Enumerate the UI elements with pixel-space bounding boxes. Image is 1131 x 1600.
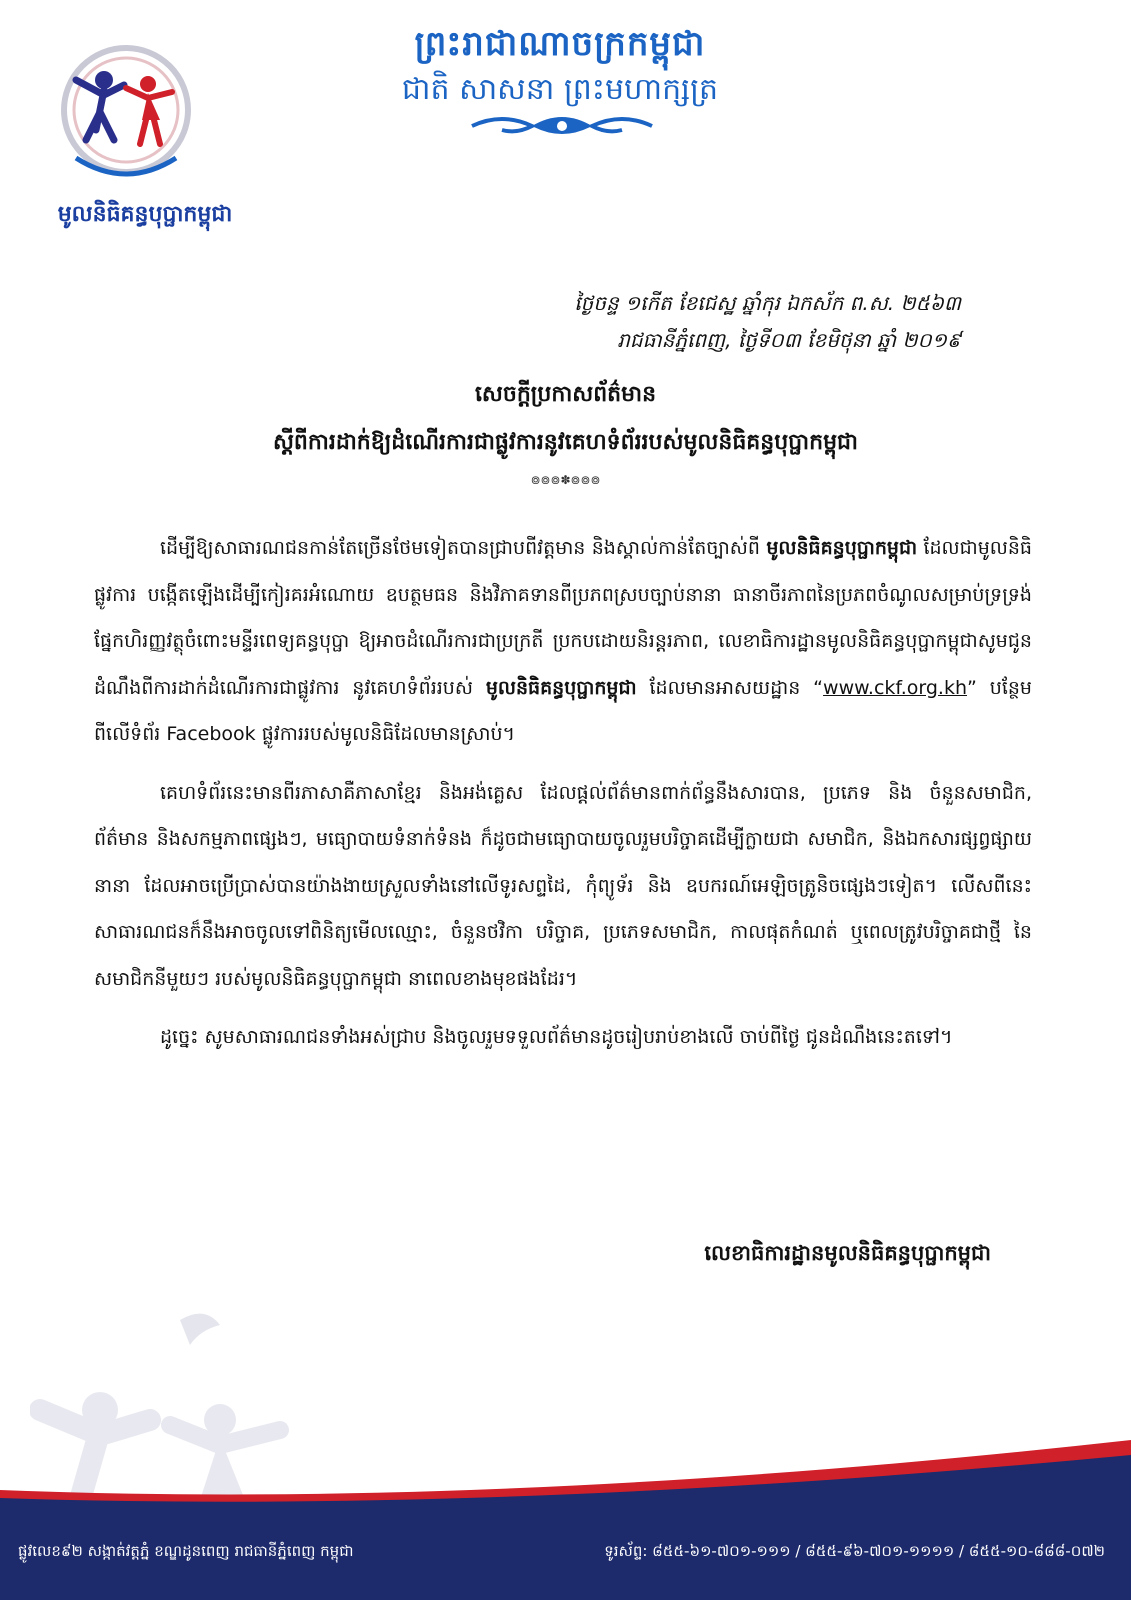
p1-text-a: ដើម្បីឱ្យសាធារណជនកាន់តែច្រើនថែមទៀតបានជ្រាបពីវត្តមាន និងស្គាល់កាន់តែច្បាស់ពី bbox=[160, 537, 767, 559]
kingdom-heading: ព្រះរាជាណាចក្រកម្ពុជា bbox=[414, 24, 706, 64]
p1-foundation-name: មូលនិធិគន្ធបុប្ផាកម្ពុជា bbox=[766, 537, 918, 559]
paragraph-3: ដូច្នេះ សូមសាធារណជនទាំងអស់ជ្រាប និងចូលរួមទទួលព័ត៌មានដូចរៀបរាប់ខាងលើ ចាប់ពីថ្ងៃ ជូនដំណឹងនេះតទៅ។ bbox=[160, 1026, 953, 1048]
website-link[interactable]: www.ckf.org.kh bbox=[823, 676, 967, 699]
announcement-title: សេចក្តីប្រកាសព័ត៌មាន bbox=[474, 382, 657, 407]
announcement-subject: ស្តីពីការដាក់ឱ្យដំណើរការជាផ្លូវការនូវគេហទំព័ររបស់មូលនិធិគន្ធបុប្ផាកម្ពុជា bbox=[272, 430, 859, 455]
footer-address: ផ្លូវលេខ៩២ សង្កាត់វត្តភ្នំ ខណ្ឌដូនពេញ រាជធានីភ្នំពេញ កម្ពុជា bbox=[18, 1542, 354, 1560]
foundation-logo bbox=[56, 40, 196, 190]
p1-foundation-name-2: មូលនិធិគន្ធបុប្ផាកម្ពុជា bbox=[485, 676, 637, 699]
lunar-date: ថ្ងៃចន្ទ ១កើត ខែជេស្ឋ ឆ្នាំកុរ ឯកស័ក ព.ស. ២៥៦៣ bbox=[574, 291, 961, 315]
national-motto: ជាតិ សាសនា ព្រះមហាក្សត្រ bbox=[401, 72, 719, 107]
p1-text-c: ដែលជាមូលនិធិផ្លូវការ បង្កើតឡើងដើម្បីកៀរគរអំណោយ ឧបត្ថមធន និងវិភាគទានពីប្រភពស្របច្បាប់នានា ធានាចីរភាពនៃប្រភពចំណូលសម្រាប់ទ្រទ្រង់ផ្នែកហិរញ្ញវត្ថុចំពោះមន្ទីរពេទ្យគន្ធបុប្ផា ឱ្យអាចដំណើរការជាប្រក្រតី ប្រកបដោយនិរន្តរភាព, លេខាធិការដ្ឋានមូលនិធិគន្ធបុប្ផាកម្ពុជាសូមជូនដំណឹងពីការដាក់ដំណើរការជាផ្លូវការ នូវគេហទំព័ររបស់ bbox=[94, 537, 1032, 699]
paragraph-1 bbox=[94, 525, 1032, 758]
title-divider: ៙៙៙✽៙៙៙ bbox=[530, 473, 601, 487]
footer-phone: ទូរស័ព្ទ: ៨៥៥-៦១-៧០១-១១១ / ៨៥៥-៩៦-៧០១-១១១១ / ៨៥៥-១០-៨៨៨-០៧២ bbox=[604, 1542, 1105, 1560]
solar-date: រាជធានីភ្នំពេញ, ថ្ងៃទី០៣ ខែមិថុនា ឆ្នាំ ២០១៩ bbox=[617, 328, 961, 352]
paragraph-2: គេហទំព័រនេះមានពីរភាសាគឺភាសាខ្មែរ និងអង់គ្លេស ដែលផ្តល់ព័ត៌មានពាក់ព័ន្ធនឹងសារបាន, ប្រភេទ និង ចំនួនសមាជិក, ព័ត៌មាន និងសកម្មភាពផ្សេងៗ, មធ្យោបាយទំនាក់ទំនង ក៏ដូចជាមធ្យោបាយចូលរួមបរិច្ចាគដើម្បីក្លាយជា សមាជិក, និងឯកសារផ្សព្វផ្សាយនានា ដែលអាចប្រើប្រាស់បានយ៉ាងងាយស្រួលទាំងនៅលើទូរសព្ទដៃ, កុំព្យូទ័រ និង ឧបករណ៍អេឡិចត្រូនិចផ្សេងៗទៀត។ លើសពីនេះ សាធារណជនក៏នឹងអាចចូលទៅពិនិត្យមើលឈ្មោះ, ចំនួនថវិកា បរិច្ចាគ, ប្រភេទសមាជិក, កាលផុតកំណត់ ឬពេលត្រូវបរិច្ចាគជាថ្មី នៃសមាជិកនីមួយៗ របស់មូលនិធិគន្ធបុប្ផាកម្ពុជា នាពេលខាងមុខផងដែរ។ bbox=[94, 781, 1032, 990]
logo-caption: មូលនិធិគន្ធបុប្ផាកម្ពុជា bbox=[57, 202, 233, 227]
signature-block: លេខាធិការដ្ឋានមូលនិធិគន្ធបុប្ផាកម្ពុជា bbox=[704, 1241, 991, 1265]
ornament-divider bbox=[462, 108, 662, 144]
p1-text-f: ” បន្ថែមពីលើទំព័រ Facebook ផ្លូវការរបស់មូលនិធិដែលមានស្រាប់។ bbox=[94, 676, 1032, 745]
p1-text-e: ដែលមានអាសយដ្ឋាន “ bbox=[636, 676, 824, 699]
announcement-body bbox=[94, 525, 1032, 1073]
